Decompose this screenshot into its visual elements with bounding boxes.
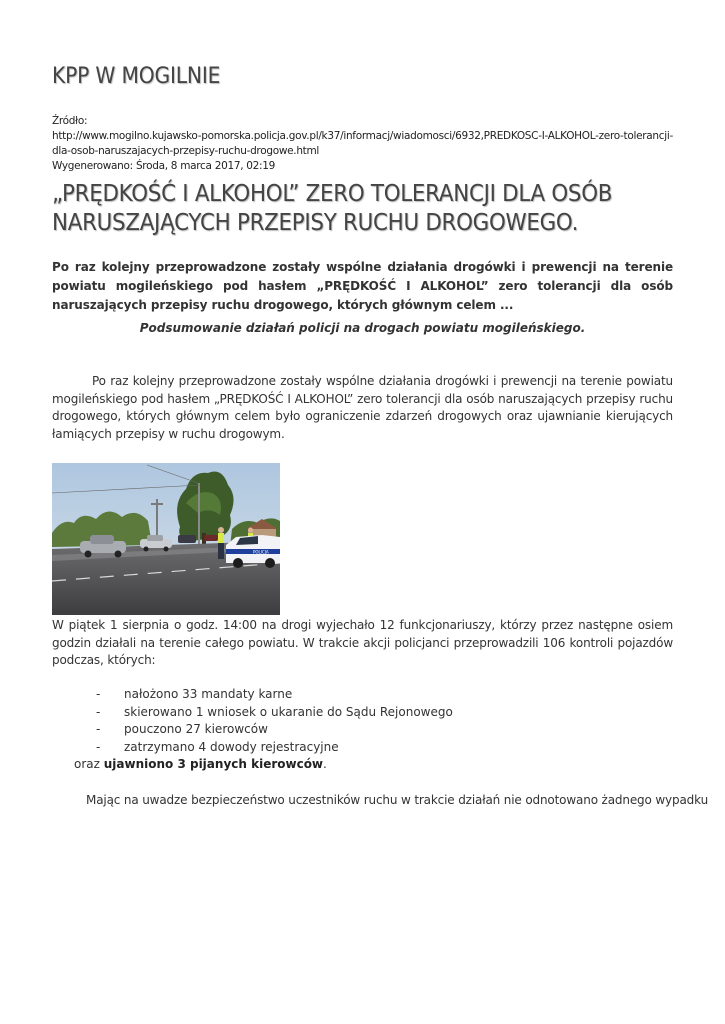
article-lead: Po raz kolejny przeprowadzone zostały wspólne działania drogówki i prewencji na terenie powiatu mogileńskiego pod hasłem „PRĘDKOŚĆ I ALKOHOL” zero tolerancji dla osób naruszających przepisy ruchu drogowego, których głównym celem ... — [52, 260, 673, 312]
drunk-drivers-count: ujawniono 3 pijanych kierowców — [103, 757, 324, 771]
paragraph-2: W piątek 1 sierpnia o godz. 14:00 na drogi wyjechało 12 funkcjonariuszy, którzy przez następne osiem godzin działali na terenie całego powiatu. W trakcie akcji policjanci przeprowadzili 106 kontroli pojazdów podczas, których: — [52, 618, 673, 667]
generated-date: Wygenerowano: Środa, 8 marca 2017, 02:19 — [52, 160, 276, 172]
police-checkpoint-photo — [52, 463, 280, 615]
source-url[interactable]: http://www.mogilno.kujawsko-pomorska.policja.gov.pl/k37/informacj/wiadomosci/6932,PREDKOSC-I-ALKOHOL-zero-tolerancji-dla-osob-naruszajacych-przepisy-ruchu-drogowe.html — [52, 130, 673, 157]
source-meta — [52, 114, 673, 174]
article-headline: „PRĘDKOŚĆ I ALKOHOL” ZERO TOLERANCJI DLA OSÓB NARUSZAJĄCYCH PRZEPISY RUCHU DROGOWEGO. — [52, 181, 613, 236]
list-item: - nałożono 33 mandaty karne — [96, 687, 293, 701]
article-subhead: Podsumowanie działań policji na drogach powiatu mogileńskiego. — [139, 321, 586, 335]
list-item: - skierowano 1 wniosek o ukaranie do Sądu Rejonowego — [96, 704, 453, 719]
paragraph-3: Mając na uwadze bezpieczeństwo uczestników ruchu w trakcie działań nie odnotowano żadnego wypadku — [86, 793, 709, 807]
results-list — [96, 686, 453, 756]
drunk-drivers-summary: oraz ujawniono 3 pijanych kierowców. — [74, 757, 327, 771]
list-item: - pouczono 27 kierowców — [96, 722, 268, 736]
paragraph-1: Po raz kolejny przeprowadzone zostały wspólne działania drogówki i prewencji na terenie powiatu mogileńskiego pod hasłem „PRĘDKOŚĆ I ALKOHOL” zero tolerancji dla osób naruszających przepisy ruchu drogowego, których głównym celem było ograniczenie zdarzeń drogowych oraz ujawnianie kierujących łamiących przepisy w ruchu drogowym. — [52, 374, 673, 441]
police-car-label: POLICJA — [253, 549, 269, 555]
site-title: KPP W MOGILNIE — [52, 64, 221, 89]
list-item: - zatrzymano 4 dowody rejestracyjne — [96, 739, 339, 754]
article-photo — [52, 463, 280, 615]
source-label: Źródło: — [52, 115, 88, 127]
